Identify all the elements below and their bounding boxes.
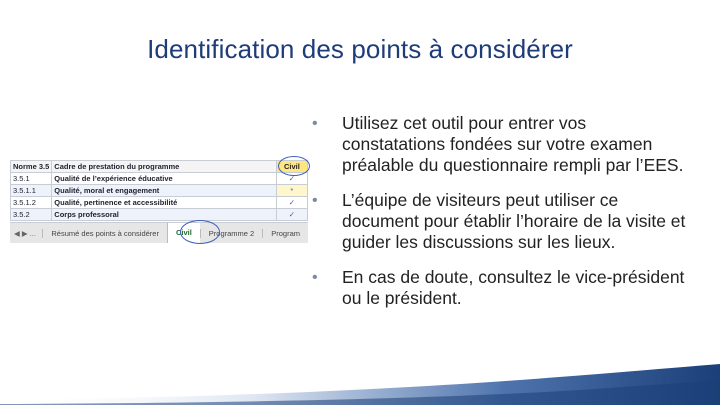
bullet-icon: • xyxy=(312,269,318,286)
tab-program-more[interactable]: Program xyxy=(262,229,308,238)
slide-title: Identification des points à considérer xyxy=(147,34,573,64)
header-flag: Civil xyxy=(276,161,307,173)
highlight-circle-header xyxy=(278,156,310,176)
criteria-table xyxy=(10,160,308,221)
highlight-circle-tab xyxy=(180,220,220,244)
table-row xyxy=(11,197,308,209)
table-row xyxy=(11,173,308,185)
bullet-item xyxy=(312,113,692,176)
tab-summary[interactable]: Résumé des points à considérer xyxy=(42,229,167,238)
bullet-text: L’équipe de visiteurs peut utiliser ce document pour établir l’horaire de la visite et guider les discussions sur les lieux. xyxy=(342,190,686,252)
row-flag: ✓ xyxy=(276,209,307,221)
row-desc: Qualité, pertinence et accessibilité xyxy=(52,197,276,209)
tab-programme-2[interactable]: Programme 2 xyxy=(200,229,262,238)
bullet-text: En cas de doute, consultez le vice-président ou le président. xyxy=(342,267,685,308)
row-flag: * xyxy=(276,185,307,197)
tab-civil[interactable]: Civil xyxy=(167,223,200,243)
row-num: 3.5.2 xyxy=(11,209,52,221)
bullet-icon: • xyxy=(312,115,318,132)
row-num: 3.5.1.1 xyxy=(11,185,52,197)
row-desc: Qualité, moral et engagement xyxy=(52,185,276,197)
row-desc: Qualité de l’expérience éducative xyxy=(52,173,276,185)
row-num: 3.5.1.2 xyxy=(11,197,52,209)
bullet-icon: • xyxy=(312,192,318,209)
table-row xyxy=(11,209,308,221)
row-flag: ✓ xyxy=(276,173,307,185)
table-header-row xyxy=(11,161,308,173)
spreadsheet-excerpt xyxy=(10,160,308,244)
row-flag: ✓ xyxy=(276,197,307,209)
header-desc: Cadre de prestation du programme xyxy=(52,161,276,173)
table-row xyxy=(11,185,308,197)
tab-nav-arrows[interactable]: ◀ ▶ ... xyxy=(14,228,36,238)
row-desc: Corps professoral xyxy=(52,209,276,221)
bullet-item xyxy=(312,267,692,309)
bullet-item xyxy=(312,190,692,253)
bullet-text: Utilisez cet outil pour entrer vos constatations fondées sur votre examen préalable du questionnaire rempli par l’EES. xyxy=(342,113,684,175)
sheet-tab-bar xyxy=(10,222,308,243)
row-num: 3.5.1 xyxy=(11,173,52,185)
header-num: Norme 3.5 xyxy=(11,161,52,173)
bullet-list xyxy=(312,113,692,323)
footer-wave-decoration xyxy=(0,360,720,405)
